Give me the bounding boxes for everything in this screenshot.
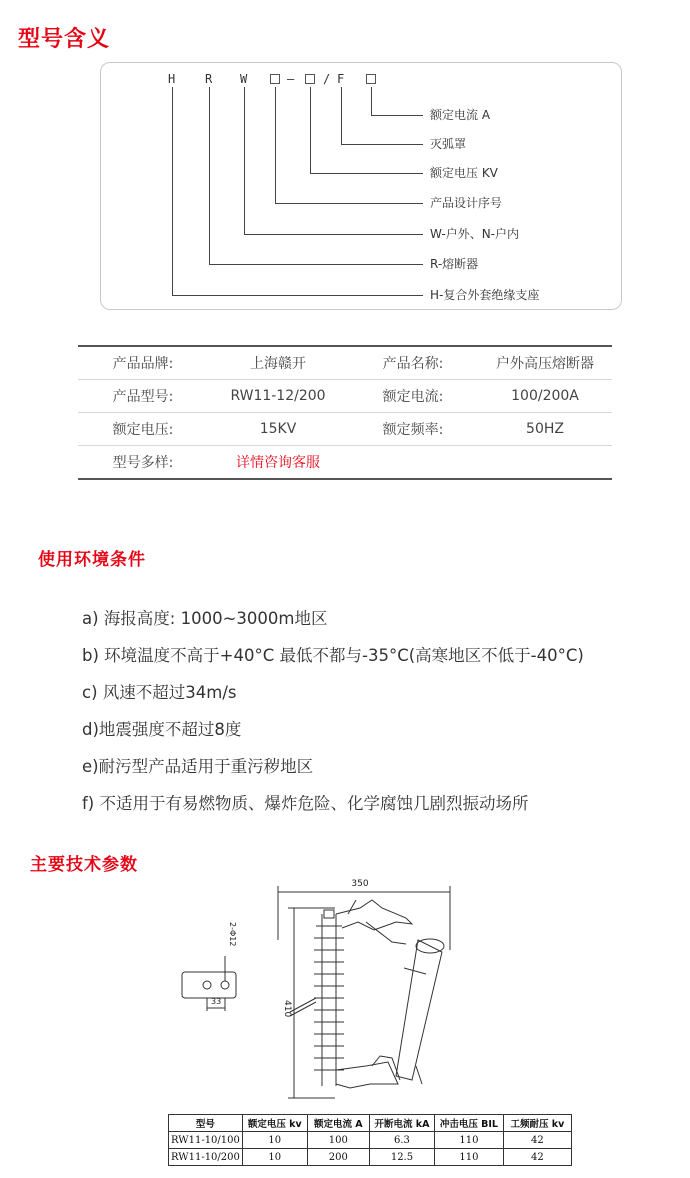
list-item: a) 海报高度: 1000~3000m地区 xyxy=(82,609,328,628)
spec-key: 产品名称: xyxy=(348,346,478,380)
column-header: 冲击电压 BIL xyxy=(434,1115,503,1132)
table-row xyxy=(78,380,612,413)
fuse-technical-drawing xyxy=(160,870,490,1110)
leader-line xyxy=(172,87,173,295)
fuse-tube xyxy=(396,939,444,1080)
model-label-design-serial: 产品设计序号 xyxy=(430,196,503,210)
table-cell: 110 xyxy=(434,1149,503,1166)
table-row xyxy=(78,446,612,480)
model-label-indoor-outdoor: W-户外、N-户内 xyxy=(430,227,520,241)
spec-value: 户外高压熔断器 xyxy=(478,346,612,380)
table-cell: 10 xyxy=(242,1132,307,1149)
code-char-r: R xyxy=(205,72,213,86)
table-row xyxy=(169,1132,572,1149)
leader-line xyxy=(275,87,276,203)
table-cell: 200 xyxy=(307,1149,369,1166)
spec-key: 额定电压: xyxy=(78,413,208,446)
table-cell: RW11-10/200 xyxy=(169,1149,243,1166)
leader-line xyxy=(371,115,423,116)
leader-line xyxy=(341,87,342,144)
model-label-rated-current: 额定电流 A xyxy=(430,108,491,122)
spec-value: 100/200A xyxy=(478,380,612,413)
code-char-f: F xyxy=(337,72,345,86)
table-cell: 110 xyxy=(434,1132,503,1149)
spec-value: 上海赣开 xyxy=(208,346,348,380)
leader-line xyxy=(310,87,311,173)
lower-contact xyxy=(336,1056,422,1088)
upper-contact xyxy=(336,900,412,944)
model-label-fuse: R-熔断器 xyxy=(430,257,479,271)
table-row xyxy=(169,1149,572,1166)
model-code-diagram xyxy=(100,62,622,310)
table-cell: 42 xyxy=(503,1149,571,1166)
model-label-composite-base: H-复合外套绝缘支座 xyxy=(430,288,540,302)
table-row xyxy=(78,346,612,380)
code-char-h: H xyxy=(168,72,176,86)
code-slash: / xyxy=(323,72,331,86)
dimension-pitch-label: 33 xyxy=(211,997,222,1006)
code-box-current xyxy=(366,74,376,84)
table-cell: 42 xyxy=(503,1132,571,1149)
conditions-title: 使用环境条件 xyxy=(38,550,146,570)
column-header: 开断电流 kA xyxy=(369,1115,434,1132)
column-header: 额定电流 A xyxy=(307,1115,369,1132)
list-item: f) 不适用于有易燃物质、爆炸危险、化学腐蚀几剧烈振动场所 xyxy=(82,794,529,813)
spec-key: 产品品牌: xyxy=(78,346,208,380)
table-cell: 100 xyxy=(307,1132,369,1149)
code-dash: – xyxy=(287,72,295,86)
width-dimension-line xyxy=(278,886,450,950)
code-box-design-no xyxy=(270,74,280,84)
leader-line xyxy=(244,87,245,234)
list-item: c) 风速不超过34m/s xyxy=(82,683,237,702)
model-label-arc-chute: 灭弧罩 xyxy=(430,137,467,151)
dimension-height-label: 410 xyxy=(282,1000,292,1018)
spec-key xyxy=(348,446,478,480)
spec-key: 型号多样: xyxy=(78,446,208,480)
table-cell: 10 xyxy=(242,1149,307,1166)
spec-value: 50HZ xyxy=(478,413,612,446)
table-row xyxy=(78,413,612,446)
leader-line xyxy=(275,203,423,204)
table-cell: 6.3 xyxy=(369,1132,434,1149)
mounting-plate-detail xyxy=(182,956,236,1011)
spec-value xyxy=(478,446,612,480)
list-item: b) 环境温度不高于+40°C 最低不都与-35°C(高寒地区不低于-40°C) xyxy=(82,646,584,665)
leader-line xyxy=(172,295,423,296)
spec-key: 额定频率: xyxy=(348,413,478,446)
conditions-list xyxy=(82,604,584,826)
spec-table xyxy=(78,345,612,480)
dimension-hole-label: 2-Φ12 xyxy=(228,922,237,947)
code-box-voltage xyxy=(305,74,315,84)
list-item: e)耐污型产品适用于重污秽地区 xyxy=(82,757,314,776)
code-char-w: W xyxy=(240,72,248,86)
spec-value: RW11-12/200 xyxy=(208,380,348,413)
leader-line xyxy=(371,87,372,115)
column-header: 工频耐压 kv xyxy=(503,1115,571,1132)
model-section-title: 型号含义 xyxy=(18,27,111,52)
column-header: 额定电压 kv xyxy=(242,1115,307,1132)
tech-title: 主要技术参数 xyxy=(30,855,138,875)
leader-line xyxy=(209,264,423,265)
leader-line xyxy=(341,144,423,145)
list-item: d)地震强度不超过8度 xyxy=(82,720,242,739)
spec-key: 产品型号: xyxy=(78,380,208,413)
leader-line xyxy=(310,173,423,174)
consult-service-link[interactable]: 详情咨询客服 xyxy=(208,446,348,480)
table-header-row xyxy=(169,1115,572,1132)
spec-value: 15KV xyxy=(208,413,348,446)
leader-line xyxy=(244,234,423,235)
table-cell: 12.5 xyxy=(369,1149,434,1166)
spec-key: 额定电流: xyxy=(348,380,478,413)
model-label-rated-voltage: 额定电压 KV xyxy=(430,166,498,180)
table-cell: RW11-10/100 xyxy=(169,1132,243,1149)
insulator-stack xyxy=(314,910,344,1086)
column-header: 型号 xyxy=(169,1115,243,1132)
leader-line xyxy=(209,87,210,264)
parameter-table xyxy=(168,1114,572,1166)
dimension-width-label: 350 xyxy=(351,879,369,889)
